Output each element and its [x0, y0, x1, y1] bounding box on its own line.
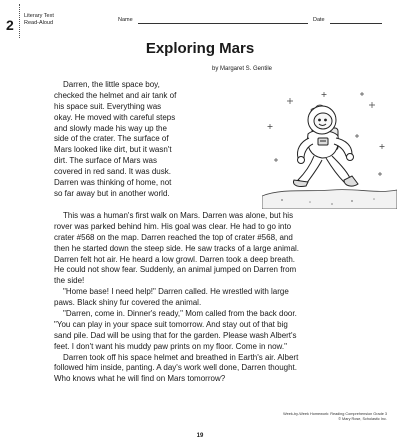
story-line: checked the helmet and air tank of: [54, 90, 177, 100]
name-label: Name: [118, 17, 133, 23]
date-field[interactable]: [330, 23, 382, 24]
story-line: Darren felt hot air. He heard a low growl. Darren took a deep breath.: [54, 254, 296, 264]
story-line: paws. Black shiny fur covered the animal.: [54, 298, 202, 308]
story-line: Darren took off his space helmet and breathed in Earth's air. Albert: [63, 352, 299, 362]
story-line: Darren, the little space boy,: [63, 80, 160, 89]
date-label: Date: [313, 17, 325, 23]
story-line: feet. I don't want his muddy paw prints on my floor. Come in now.": [54, 341, 287, 351]
story-line: This was a human's first walk on Mars. Darren was alone, but his: [63, 211, 294, 220]
astronaut-figure: [294, 106, 359, 187]
astronaut-illustration: [262, 84, 397, 209]
header-divider: [19, 4, 20, 38]
story-line: Darren was thinking of home, not: [54, 178, 172, 188]
story-text-beside-art: [54, 80, 254, 200]
story-line: sand pile. Dad will be using that for the garden. Please wash Albert's: [54, 330, 297, 340]
story-line: crater #568 on the map. Darren reached the top of crater #568, and: [54, 232, 293, 242]
story-line: then he started down the steep side. He saw tracks of a large animal.: [54, 243, 300, 253]
story-line: dirt. The surface of Mars was: [54, 156, 157, 166]
story-line: He could not show fear. Suddenly, an animal jumped on Darren from: [54, 265, 297, 275]
story-line: Mars looked like dirt, but it wasn't: [54, 145, 172, 155]
footer-credit: [283, 412, 387, 422]
footer-page-number: 19: [196, 433, 204, 439]
story-line: so far away but in another world.: [54, 188, 170, 198]
story-line: the side!: [54, 276, 85, 286]
name-field[interactable]: [138, 23, 308, 24]
story-line: "Darren, come in. Dinner's ready," Mom called from the back door.: [63, 309, 297, 319]
section-line-1: Literary Text: [24, 13, 54, 19]
story-byline: by Margaret S. Gentile: [211, 66, 273, 72]
section-line-2: Read-Aloud: [24, 20, 54, 26]
header-page-number: 2: [6, 17, 14, 33]
story-line: "Home base! I need help!" Darren called. He wrestled with large: [63, 287, 289, 297]
story-title: Exploring Mars: [145, 40, 255, 57]
story-line: his space suit. Everything was: [54, 101, 162, 111]
header-section-label: [24, 13, 54, 27]
story-line: rover was parked behind him. His goal was clear. He had to go into: [54, 221, 292, 231]
story-line: Who knows what he will find on Mars tomorrow?: [54, 374, 226, 384]
story-line: side of the crater. The surface of: [54, 134, 169, 144]
credit-line-1: Week-by-Week Homework: Reading Comprehension Grade 3: [283, 412, 387, 416]
credit-line-2: © Mary Rose, Scholastic Inc.: [338, 417, 387, 421]
story-line: followed him inside, panting. A day's work well done, Darren thought.: [54, 363, 297, 373]
story-line: okay. He moved with careful steps: [54, 112, 176, 122]
story-text-full-width: [54, 211, 374, 385]
story-line: and slowly made his way up the: [54, 123, 167, 133]
story-line: "You can play in your space suit tomorrow. And stay out of that big: [54, 319, 288, 329]
story-line: covered in red sand. It was dusk.: [54, 167, 171, 177]
